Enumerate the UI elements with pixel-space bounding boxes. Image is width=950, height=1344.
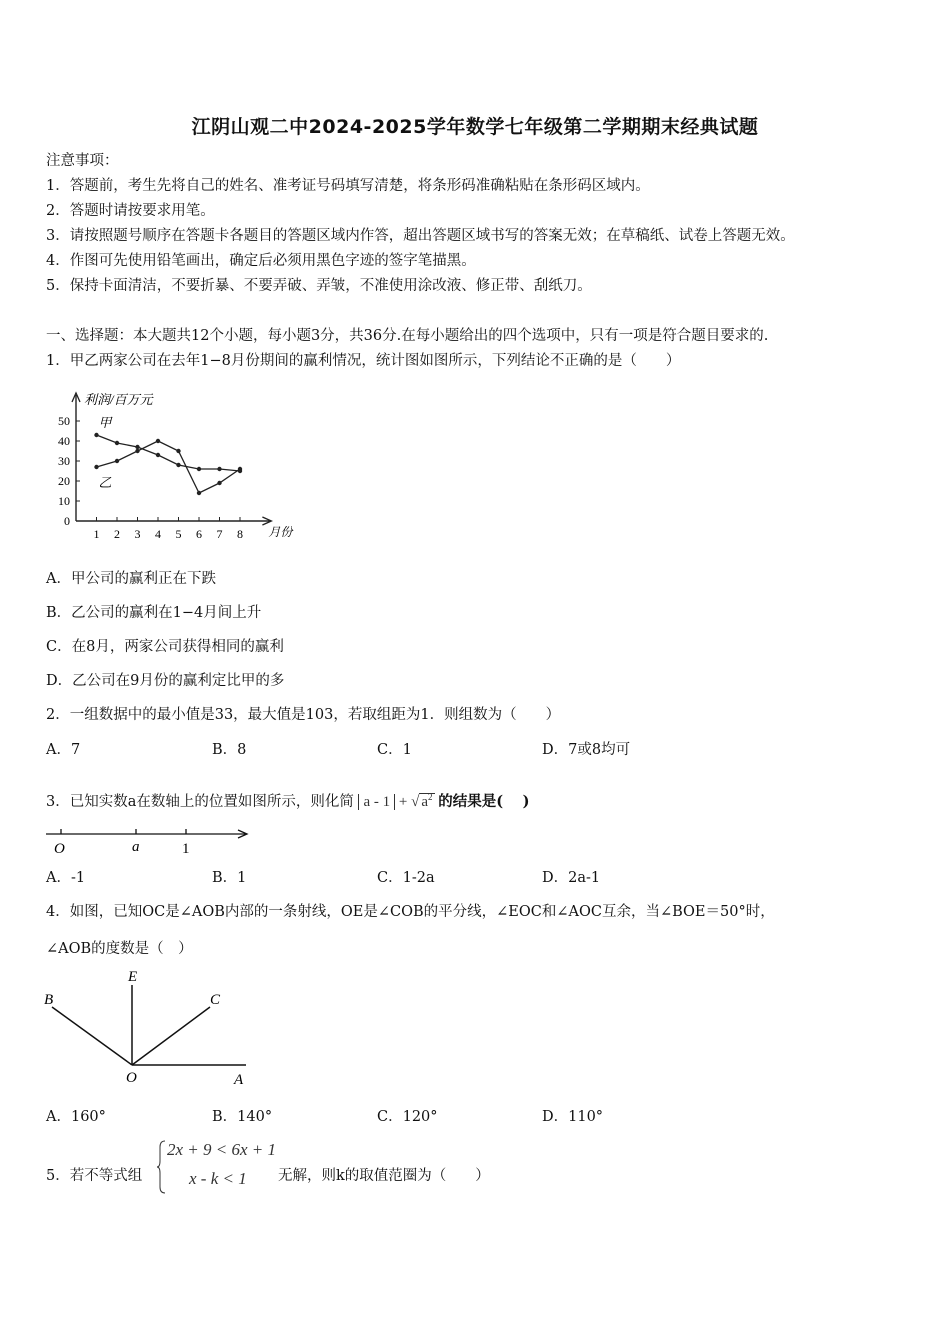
- series-1-point: [176, 463, 180, 467]
- series-2-point: [217, 481, 221, 485]
- series-2-point: [238, 467, 242, 471]
- y-axis-label: 利润/百万元: [84, 392, 153, 407]
- q3-option-c: C．1-2a: [377, 870, 435, 886]
- q2-option-a: A．7: [46, 742, 81, 758]
- notice-heading: 注意事项：: [46, 153, 119, 169]
- section-heading: 一、选择题：本大题共12个小题，每小题3分，共36分.在每小题给出的四个选项中，只有一项是符合题目要求的.: [46, 328, 769, 344]
- question-4-stem-line1: 4．如图，已知OC是∠AOB内部的一条射线，OE是∠COB的平分线，∠EOC和∠AOC互余，当∠BOE＝50°时，: [46, 904, 775, 920]
- x-tick-label: 3: [134, 527, 141, 541]
- q1-option-a: A．甲公司的赢利正在下跌: [46, 571, 216, 587]
- label-b: B: [44, 992, 54, 1008]
- sqrt-icon: √: [411, 794, 420, 810]
- series-1-point: [115, 441, 119, 445]
- series-2-point: [197, 491, 201, 495]
- label-a: a: [132, 839, 140, 855]
- series-1-point: [94, 433, 98, 437]
- series-2-legend: 乙: [98, 475, 112, 490]
- notice-item: 5．保持卡面清洁，不要折暴、不要弄破、弄皱，不准使用涂改液、修正带、刮纸刀。: [46, 278, 592, 294]
- q3-sqrt-exp: 2: [428, 792, 433, 802]
- inequality-system: [157, 1139, 277, 1195]
- y-tick-label: 20: [58, 474, 70, 488]
- q3-option-d: D．2a-1: [542, 870, 601, 886]
- question-5-stem-post: 无解，则k的取值范圈为（ ）: [278, 1168, 490, 1184]
- ray-oc: [132, 1007, 210, 1065]
- q4-option-a: A．160°: [46, 1109, 106, 1125]
- question-5-stem-pre: 5．若不等式组: [46, 1168, 143, 1184]
- x-axis-label: 月份: [268, 525, 293, 539]
- series-2-point: [156, 439, 160, 443]
- q3-stem-post: 的结果是( ): [438, 793, 530, 810]
- label-e: E: [128, 969, 138, 985]
- q3-sqrt-var: a: [421, 794, 429, 810]
- notice-item: 1．答题前，考生先将自己的姓名、准考证号码填写清楚，将条形码准确粘贴在条形码区域内。: [46, 178, 650, 194]
- y-tick-label: 0: [64, 514, 70, 528]
- ray-ob: [52, 1007, 132, 1065]
- q3-plus: +: [398, 794, 408, 810]
- q1-option-c: C．在8月，两家公司获得相同的赢利: [46, 639, 284, 655]
- y-tick-label: 40: [58, 434, 70, 448]
- inequality-1: 2x + 9 < 6x + 1: [167, 1140, 277, 1159]
- q3-expression: [358, 793, 438, 810]
- q3-option-a: A．-1: [46, 870, 86, 886]
- label-o: O: [126, 1070, 137, 1086]
- question-3-stem: [46, 787, 530, 812]
- q3-stem-pre: 3．已知实数a在数轴上的位置如图所示，则化简: [46, 794, 354, 810]
- series-line-2: [97, 441, 241, 493]
- question-4-stem-line2: ∠AOB的度数是（ ）: [46, 941, 193, 957]
- series-1-point: [156, 453, 160, 457]
- series-1-point: [135, 445, 139, 449]
- x-tick-label: 6: [196, 527, 202, 541]
- q3-abs-value: a - 1: [358, 794, 395, 810]
- label-a-point: A: [234, 1072, 244, 1088]
- x-tick-label: 7: [216, 527, 223, 541]
- notice-item: 2．答题时请按要求用笔。: [46, 203, 215, 219]
- inequality-2: x - k < 1: [189, 1169, 247, 1188]
- q1-option-d: D．乙公司在9月份的赢利定比甲的多: [46, 673, 285, 689]
- x-tick-label: 4: [155, 527, 161, 541]
- series-line-1: [97, 435, 241, 471]
- q4-option-d: D．110°: [542, 1109, 604, 1125]
- x-tick-label: 1: [93, 527, 100, 541]
- number-line-figure: [40, 822, 260, 858]
- page-title: 江阴山观二中2024-2025学年数学七年级第二学期期末经典试题: [191, 116, 759, 138]
- q2-option-c: C．1: [377, 742, 412, 758]
- series-1-point: [217, 467, 221, 471]
- y-tick-label: 30: [58, 454, 70, 468]
- left-brace-icon: [157, 1139, 167, 1195]
- series-2-point: [115, 459, 119, 463]
- series-1-point: [197, 467, 201, 471]
- question-1-stem: 1．甲乙两家公司在去年1−8月份期间的赢利情况，统计图如图所示，下列结论不正确的是（ ）: [46, 353, 681, 369]
- x-tick-label: 2: [114, 527, 120, 541]
- y-tick-label: 50: [58, 414, 70, 428]
- q3-option-b: B．1: [212, 870, 247, 886]
- label-one: 1: [182, 841, 190, 857]
- label-origin: O: [54, 841, 65, 857]
- notice-item: 4．作图可先使用铅笔画出，确定后必须用黑色字迹的签字笔描黑。: [46, 253, 476, 269]
- y-tick-label: 10: [58, 494, 70, 508]
- notice-item: 3．请按照题号顺序在答题卡各题目的答题区域内作答，超出答题区域书写的答案无效；在草稿纸、试卷上答题无效。: [46, 228, 795, 244]
- q2-option-d: D．7或8均可: [542, 742, 631, 758]
- series-2-point: [94, 465, 98, 469]
- profit-line-chart: [40, 383, 300, 548]
- q1-option-b: B．乙公司的赢利在1−4月间上升: [46, 605, 262, 621]
- question-2-stem: 2．一组数据中的最小值是33，最大值是103，若取组距为1．则组数为（ ）: [46, 707, 561, 723]
- series-2-point: [135, 449, 139, 453]
- q2-option-b: B．8: [212, 742, 247, 758]
- x-tick-label: 8: [237, 527, 243, 541]
- label-c: C: [210, 992, 221, 1008]
- q3-sqrt-body: [419, 793, 434, 810]
- series-1-legend: 甲: [98, 415, 112, 430]
- angle-figure: [40, 965, 260, 1090]
- q4-option-b: B．140°: [212, 1109, 273, 1125]
- series-2-point: [176, 449, 180, 453]
- x-tick-label: 5: [175, 527, 182, 541]
- q4-option-c: C．120°: [377, 1109, 438, 1125]
